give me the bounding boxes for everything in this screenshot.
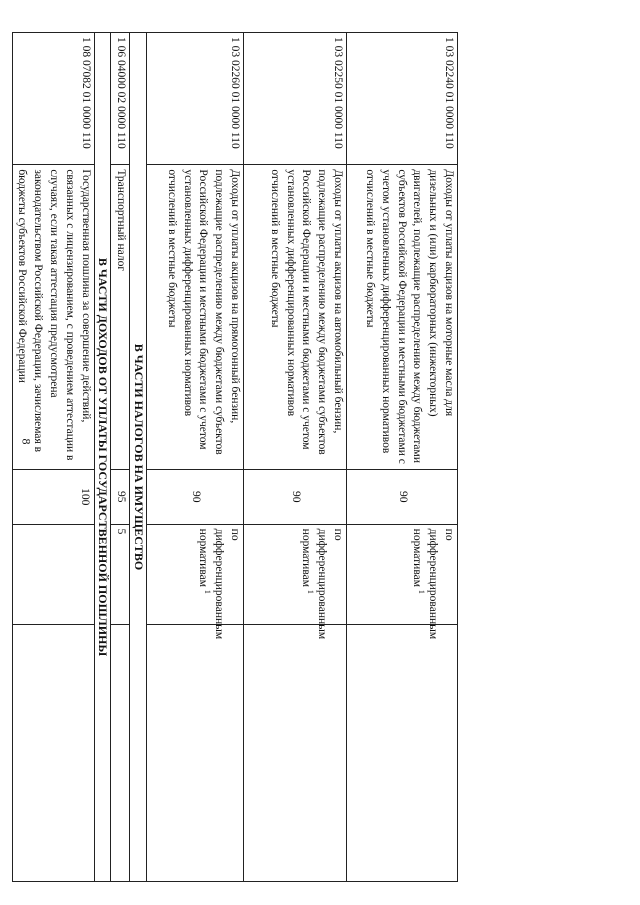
local-norm [12,524,94,625]
budget-code: 1 08 07082 01 0000 110 [12,33,94,165]
table-row [244,33,347,882]
budget-code: 1 03 02250 01 0000 110 [244,33,347,165]
revenue-name: Доходы от уплаты акцизов на прямогонный бензин, подлежащие распределению между бюджетами субъектов Российской Федерации и местными бюджетами с учетом установленных дифференцированных нормативов отчислений в местные бюджеты [147,165,244,469]
empty-cell [111,625,130,882]
table-row [12,33,94,882]
regional-percent: 90 [347,469,458,524]
local-norm [147,524,244,640]
regional-percent: 90 [244,469,347,524]
empty-cell [12,625,94,882]
empty-cell [147,625,244,882]
local-norm [244,524,347,640]
section-heading-row [94,33,111,882]
section-heading-property: В ЧАСТИ НАЛОГОВ НА ИМУЩЕСТВО [130,33,147,882]
section-heading-duty: В ЧАСТИ ДОХОДОВ ОТ УПЛАТЫ ГОСУДАРСТВЕННОЙ ПОШЛИНЫ [94,33,111,882]
page-number: 8 [19,438,34,445]
norm-text: по дифференцированным нормативам [197,528,241,640]
rotated-table-container [16,32,458,882]
norm-text: по дифференцированным нормативам [411,528,455,640]
revenue-name: Доходы от уплаты акцизов на моторные масла для дизельных и (или) карбюраторных (инжекторных) двигателей, подлежащие распределению между бюджетами субъектов Российской Федерации и местными бюджетами с учетом установленных дифференцированных нормативов отчислений в местные бюджеты [347,165,458,469]
revenue-name: Доходы от уплаты акцизов на автомобильный бензин, подлежащие распределению между бюджетами субъектов Российской Федерации и местными бюджетами с учетом установленных дифференцированных нормативов отчислений в местные бюджеты [244,165,347,469]
local-norm [347,524,458,640]
revenue-name: Транспортный налог [111,165,130,469]
footnote-mark: 1 [417,589,427,594]
local-norm: 5 [111,524,130,625]
table-row [347,33,458,882]
budget-code: 1 03 02240 01 0000 110 [347,33,458,165]
revenue-table [12,32,458,882]
budget-code: 1 06 04000 02 0000 110 [111,33,130,165]
norm-text: по дифференцированным нормативам [300,528,344,640]
footnote-mark: 1 [203,589,213,594]
empty-cell [347,625,458,882]
empty-cell [244,625,347,882]
regional-percent: 100 [12,469,94,524]
table-row [111,33,130,882]
regional-percent: 90 [147,469,244,524]
footnote-mark: 1 [306,589,316,594]
table-row [147,33,244,882]
section-heading-row [130,33,147,882]
regional-percent: 95 [111,469,130,524]
revenue-name: Государственная пошлина за совершение действий, связанных с лицензированием, с проведением аттестации в случаях, если такая аттестация предусмотрена законодательством Российской Федерации, зачисляемая в бюджеты субъектов Российской Федерации [12,165,94,469]
budget-code: 1 03 02260 01 0000 110 [147,33,244,165]
